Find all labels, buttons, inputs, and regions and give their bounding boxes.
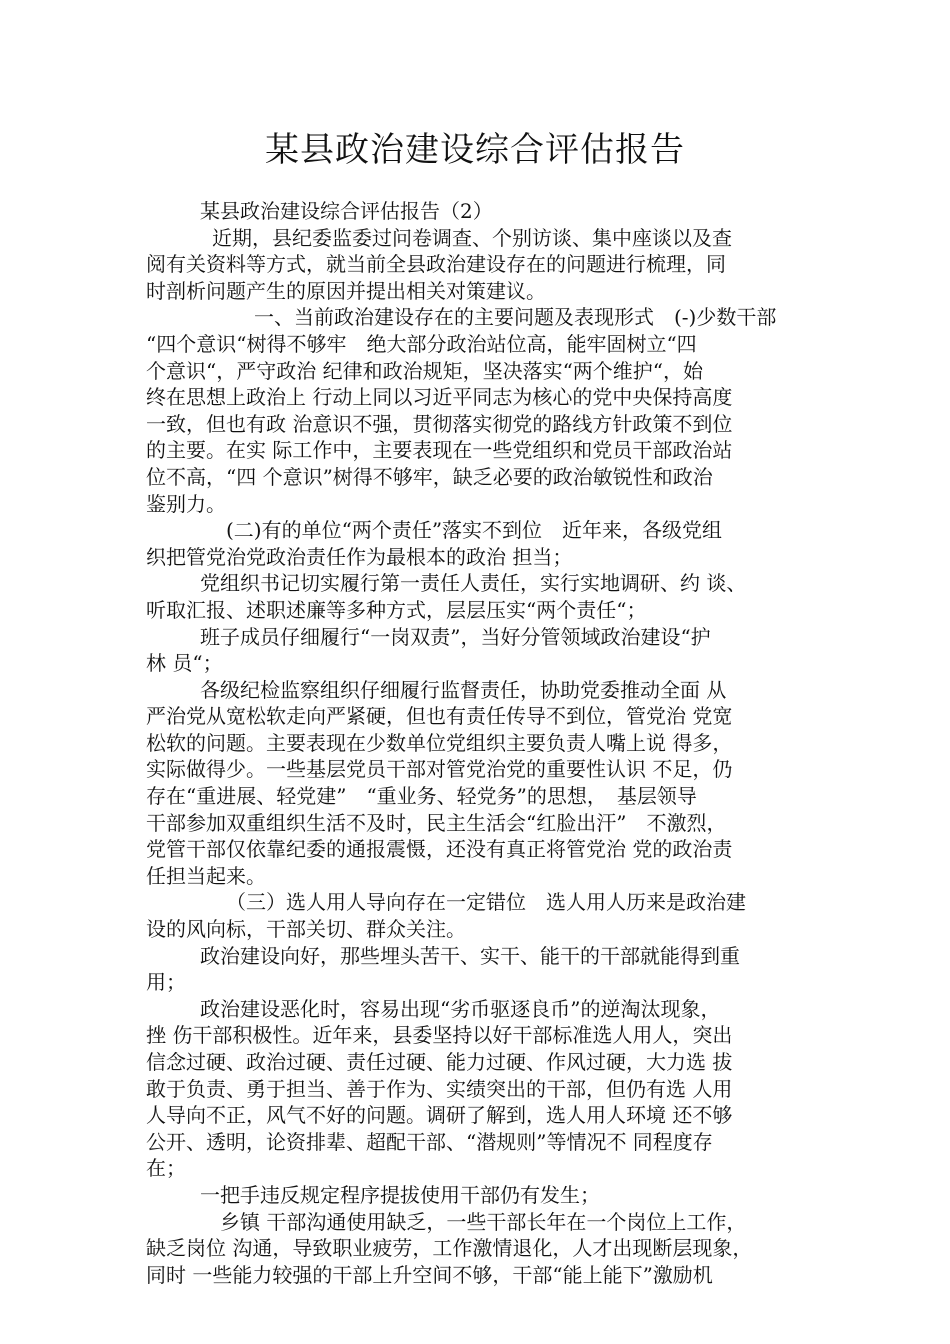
paragraph-line: 织把管党治党政治责任作为最根本的政治 担当； (146, 544, 573, 569)
paragraph-line: 位不高，“四 个意识”树得不够牢，缺乏必要的政治敏锐性和政治 (146, 464, 713, 489)
paragraph-line: 阅有关资料等方式，就当前全县政治建设存在的问题进行梳理，同 (146, 252, 726, 277)
paragraph-line: 一致，但也有政 治意识不强，贯彻落实彻党的路线方针政策不到位 (146, 411, 733, 436)
document-title: 某县政治建设综合评估报告 (265, 130, 685, 170)
paragraph-line: 在； (146, 1156, 186, 1181)
paragraph-line: 用； (146, 970, 186, 995)
paragraph-line: 严治党从宽松软走向严紧硬，但也有责任传导不到位，管党治 党宽 (146, 704, 733, 729)
paragraph-line: 林 员“； (146, 651, 223, 676)
paragraph-line: 乡镇 干部沟通使用缺乏，一些干部长年在一个岗位上工作， (220, 1209, 747, 1234)
paragraph-line: 鉴别力。 (146, 491, 226, 516)
section-heading-line: 一、当前政治建设存在的主要问题及表现形式 (-)少数干部 (254, 305, 777, 330)
paragraph-line: 缺乏岗位 沟通，导致职业疲劳，工作激情退化，人才出现断层现象， (146, 1236, 753, 1261)
paragraph-line: 班子成员仔细履行“一岗双责”，当好分管领域政治建设“护 (200, 624, 711, 649)
paragraph-line: 任担当起来。 (146, 863, 266, 888)
document-body (146, 198, 820, 1288)
paragraph-line: 存在“重进展、轻党建” “重业务、轻党务”的思想， 基层领导 (146, 784, 697, 809)
paragraph-line: 一把手违反规定程序提拔使用干部仍有发生； (200, 1182, 600, 1207)
paragraph-line: 的主要。在实 际工作中，主要表现在一些党组织和党员干部政治站 (146, 438, 733, 463)
paragraph-line: 信念过硬、政治过硬、责任过硬、能力过硬、作风过硬，大力选 拔 (146, 1050, 733, 1074)
paragraph-line: 近期，县纪委监委过问卷调查、个别访谈、集中座谈以及查 (212, 225, 732, 250)
paragraph-line: 时剖析问题产生的原因并提出相关对策建议。 (146, 278, 546, 303)
paragraph-line: 听取汇报、述职述廉等多种方式，层层压实“两个责任“； (146, 597, 647, 622)
paragraph-line: 政治建设向好，那些埋头苦干、实干、能干的干部就能得到重 (200, 943, 740, 968)
section-heading-line: (二)有的单位“两个责任”落实不到位 近年来，各级党组 (226, 518, 723, 543)
paragraph-line: 实际做得少。一些基层党员干部对管党治党的重要性认识 不足，仍 (146, 757, 733, 782)
paragraph-line: 挫 伤干部积极性。近年来，县委坚持以好干部标准选人用人，突出 (146, 1023, 733, 1048)
paragraph-line: 党组织书记切实履行第一责任人责任，实行实地调研、约 谈、 (200, 571, 747, 596)
paragraph-line: 公开、透明，论资排辈、超配干部、“潜规则”等情况不 同程度存 (146, 1129, 713, 1154)
section-heading-line: （三）选人用人导向存在一定错位 选人用人历来是政治建 (226, 890, 746, 915)
paragraph-line: 个意识“，严守政治 纪律和政治规矩，坚决落实“两个维护“，始 (146, 358, 704, 383)
paragraph-line: 终在思想上政治上 行动上同以习近平同志为核心的党中央保持高度 (146, 385, 733, 410)
paragraph-line: 各级纪检监察组织仔细履行监督责任，协助党委推动全面 从 (200, 677, 727, 702)
paragraph-line: “四个意识“树得不够牢 绝大部分政治站位高，能牢固树立“四 (146, 331, 697, 356)
paragraph-line: 设的风向标，干部关切、群众关注。 (146, 917, 466, 942)
paragraph-line: 党管干部仅依靠纪委的通报震慑，还没有真正将管党治 党的政治责 (146, 837, 733, 862)
subtitle-line: 某县政治建设综合评估报告（2） (200, 199, 493, 223)
paragraph-line: 干部参加双重组织生活不及时，民主生活会“红脸出汗” 不激烈， (146, 810, 727, 835)
paragraph-line: 松软的问题。主要表现在少数单位党组织主要负责人嘴上说 得多， (146, 730, 733, 755)
paragraph-line: 敢于负责、勇于担当、善于作为、实绩突出的干部，但仍有选 人用 (146, 1076, 733, 1101)
paragraph-line: 政治建设恶化时，容易出现“劣币驱逐良币”的逆淘汰现象， (200, 996, 721, 1021)
paragraph-line: 同时 一些能力较强的干部上升空间不够，干部“能上能下”激励机 (146, 1262, 713, 1287)
paragraph-line: 人导向不正，风气不好的问题。调研了解到，选人用人环境 还不够 (146, 1103, 733, 1128)
